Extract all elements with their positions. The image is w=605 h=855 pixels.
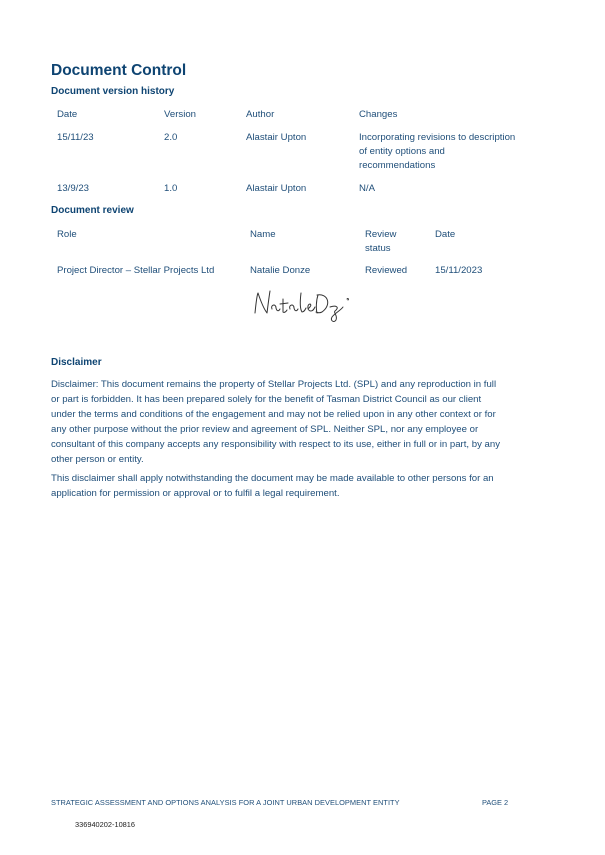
col-date-header: Date [57, 109, 78, 120]
changes-line: recommendations [359, 160, 436, 171]
review-date: 15/11/2023 [435, 265, 483, 276]
review-role: Project Director – Stellar Projects Ltd [57, 265, 215, 276]
header-line: status [365, 243, 391, 254]
review-name: Natalie Donze [250, 265, 311, 276]
col-review-status-header [365, 228, 396, 256]
paragraph-line: any other purpose without the prior review and agreement of SPL. Neither SPL, nor any employee or [51, 424, 479, 435]
row-date: 15/11/23 [57, 132, 94, 143]
row-author: Alastair Upton [246, 132, 307, 143]
row-changes: N/A [359, 183, 375, 194]
paragraph-line: or part is forbidden. It has been prepared solely for the benefit of Tasman District Council as our client [51, 394, 482, 405]
col-role-header: Role [57, 229, 77, 240]
changes-line: Incorporating revisions to description [359, 132, 516, 143]
review-heading: Document review [51, 205, 134, 216]
col-version-header: Version [164, 109, 196, 120]
disclaimer-heading: Disclaimer [51, 357, 102, 368]
review-status: Reviewed [365, 265, 408, 276]
page-number: PAGE 2 [482, 798, 509, 807]
paragraph-line: other person or entity. [51, 454, 144, 465]
col-changes-header: Changes [359, 109, 398, 120]
header-line: Review [365, 229, 397, 240]
col-author-header: Author [246, 109, 275, 120]
paragraph-line: consultant of this company accepts any responsibility with respect to its use, either in full or in part, by any [51, 439, 500, 450]
version-history-heading: Document version history [51, 86, 175, 97]
row-author: Alastair Upton [246, 183, 307, 194]
disclaimer-paragraph-2 [51, 471, 556, 501]
page-title: Document Control [51, 62, 187, 79]
paragraph-line: Disclaimer: This document remains the property of Stellar Projects Ltd. (SPL) and any reproduction in full [51, 379, 497, 390]
signature-image [250, 285, 360, 325]
row-date: 13/9/23 [57, 183, 90, 194]
col-name-header: Name [250, 229, 276, 240]
paragraph-line: This disclaimer shall apply notwithstanding the document may be made available to other persons for an [51, 473, 494, 484]
row-changes [359, 131, 515, 173]
footer-title: STRATEGIC ASSESSMENT AND OPTIONS ANALYSIS FOR A JOINT URBAN DEVELOPMENT ENTITY [51, 798, 400, 807]
disclaimer-paragraph [51, 377, 556, 467]
col-review-date-header: Date [435, 229, 456, 240]
paragraph-line: under the terms and conditions of the engagement and may not be relied upon in any other context or for [51, 409, 496, 420]
document-id: 336940202-10816 [75, 820, 136, 829]
row-version: 2.0 [164, 132, 178, 143]
changes-line: of entity options and [359, 146, 445, 157]
row-version: 1.0 [164, 183, 178, 194]
paragraph-line: application for permission or approval or to fulfil a legal requirement. [51, 488, 340, 499]
